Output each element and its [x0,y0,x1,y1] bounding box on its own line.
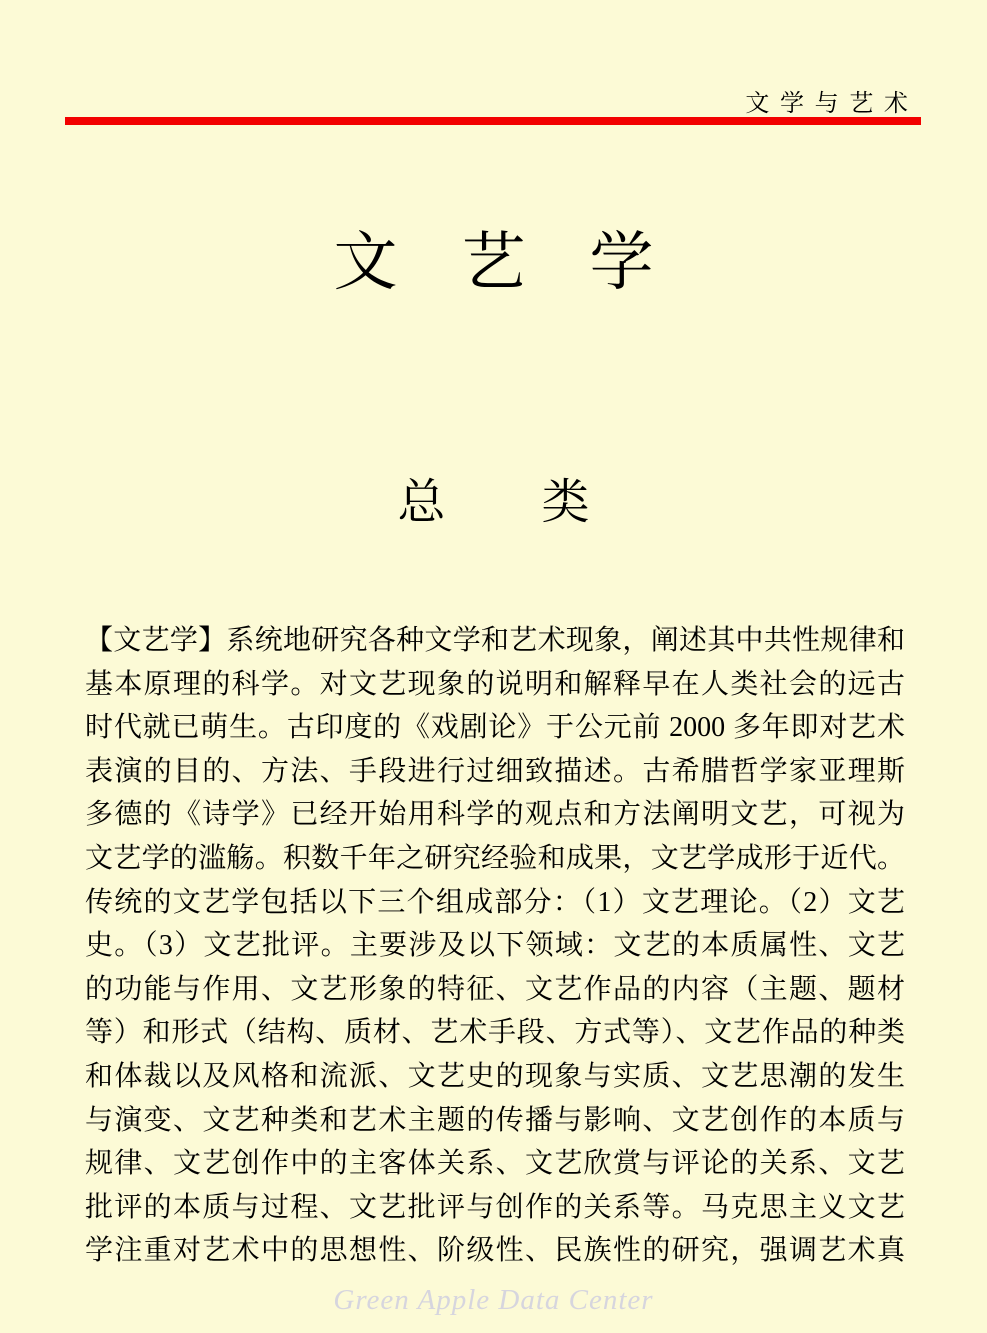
body-line: 等）和形式（结构、质材、艺术手段、方式等）、文艺作品的种类 [85,1017,905,1049]
body-line: 规律、文艺创作中的主客体关系、文艺欣赏与评论的关系、文艺 [85,1148,905,1180]
section-heading: 总 类 [397,476,590,529]
body-line: 批评的本质与过程、文艺批评与创作的关系等。马克思主义文艺 [85,1191,905,1223]
body-line: 的功能与作用、文艺形象的特征、文艺作品的内容（主题、题材 [85,973,905,1005]
body-line: 表演的目的、方法、手段进行过细致描述。古希腊哲学家亚理斯 [85,755,905,787]
body-line: 时代就已萌生。古印度的《戏剧论》于公元前 2000 多年即对艺术 [85,712,905,744]
body-line: 传统的文艺学包括以下三个组成部分：（1）文艺理论。（2）文艺 [85,886,905,918]
body-line: 史。（3）文艺批评。主要涉及以下领域：文艺的本质属性、文艺 [85,930,905,962]
body-line: 多德的《诗学》已经开始用科学的观点和方法阐明文艺，可视为 [85,799,905,831]
running-head: 文 学 与 艺 术 [745,90,910,117]
page-title: 文 艺 学 [333,226,654,298]
body-line: 【文艺学】系统地研究各种文学和艺术现象，阐述其中共性规律和 [85,625,905,656]
watermark: Green Apple Data Center [333,1284,654,1316]
entry-paragraph [85,619,905,1273]
body-line: 和体裁以及风格和流派、文艺史的现象与实质、文艺思潮的发生 [85,1060,905,1092]
body-line: 与演变、文艺种类和艺术主题的传播与影响、文艺创作的本质与 [85,1104,905,1136]
body-line: 学注重对艺术中的思想性、阶级性、民族性的研究，强调艺术真 [85,1235,905,1267]
body-line: 文艺学的滥觞。积数千年之研究经验和成果，文艺学成形于近代。 [85,842,905,874]
header-rule [65,117,921,125]
body-line: 基本原理的科学。对文艺现象的说明和解释早在人类社会的远古 [85,668,905,700]
